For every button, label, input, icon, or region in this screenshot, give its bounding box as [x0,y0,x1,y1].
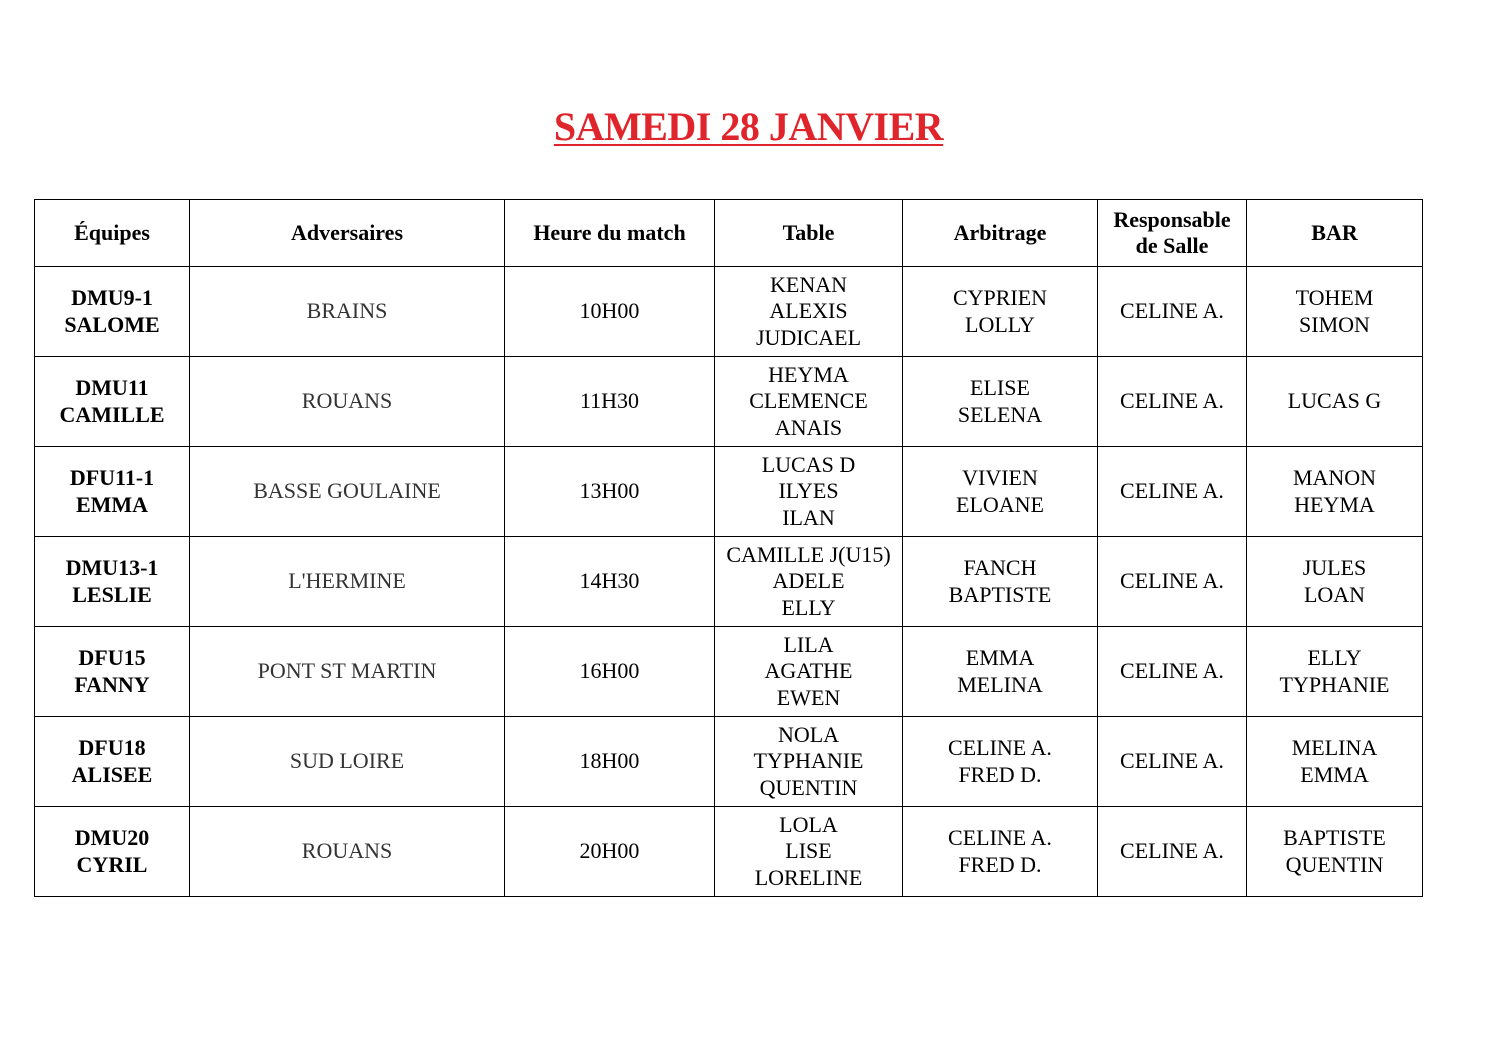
bar-name: JULES [1302,555,1367,580]
referee-cell [903,537,1098,627]
team-cell [35,807,190,897]
referee-name: CYPRIEN [952,285,1048,310]
table-header-row [35,200,1423,267]
referee-cell [903,807,1098,897]
table-staff-name: ANAIS [774,414,843,440]
team-name: DFU15 [78,645,146,670]
match-schedule-table [34,199,1423,897]
table-staff-name: ILAN [782,504,835,530]
referee-name: ELOANE [956,491,1044,517]
header-table: Table [715,200,903,267]
table-row [35,267,1423,357]
team-coach: SALOME [64,311,160,337]
table-staff-cell [715,537,903,627]
bar-name: EMMA [1300,761,1369,787]
team-coach: CYRIL [76,851,148,877]
table-row [35,357,1423,447]
referee-cell [903,717,1098,807]
team-coach: CAMILLE [59,401,165,427]
referee-cell [903,267,1098,357]
referee-name: EMMA [965,645,1035,670]
table-staff-cell [715,627,903,717]
header-equipes: Équipes [35,200,190,267]
table-staff-name: ELLY [781,594,836,620]
time-cell: 13H00 [505,447,715,537]
team-coach: FANNY [74,671,150,697]
team-coach: ALISEE [71,761,153,787]
opponent-cell: BRAINS [190,267,505,357]
table-staff-name: LORELINE [754,864,863,890]
manager-cell: CELINE A. [1098,357,1247,447]
table-row [35,627,1423,717]
referee-name: FRED D. [958,761,1042,787]
time-cell: 18H00 [505,717,715,807]
table-row [35,807,1423,897]
bar-cell [1247,447,1423,537]
header-responsable-line1: Responsable [1113,206,1231,232]
table-row [35,537,1423,627]
table-staff-name: CAMILLE J(U15) [726,541,891,567]
table-staff-name: AGATHE [764,658,853,684]
team-name: DMU13-1 [65,555,159,580]
bar-name: BAPTISTE [1283,825,1386,850]
page-title [0,104,1497,150]
manager-cell: CELINE A. [1098,807,1247,897]
bar-name: ELLY [1307,645,1362,670]
opponent-cell: PONT ST MARTIN [190,627,505,717]
table-staff-name: LOLA [779,811,838,837]
team-coach: EMMA [75,491,149,517]
bar-cell [1247,267,1423,357]
bar-name: MELINA [1291,735,1378,760]
table-staff-name: LILA [783,631,834,657]
opponent-cell: BASSE GOULAINE [190,447,505,537]
referee-name: MELINA [957,671,1043,697]
team-coach: LESLIE [72,581,152,607]
team-name: DFU18 [78,735,146,760]
header-heure: Heure du match [505,200,715,267]
table-staff-name: KENAN [770,271,847,297]
manager-cell: CELINE A. [1098,717,1247,807]
bar-cell [1247,357,1423,447]
table-staff-name: ALEXIS [769,298,848,324]
referee-cell [903,357,1098,447]
team-name: DFU11-1 [69,465,155,490]
time-cell: 11H30 [505,357,715,447]
referee-cell [903,627,1098,717]
bar-name: TOHEM [1295,285,1374,310]
table-staff-cell [715,267,903,357]
table-staff-name: ILYES [778,478,839,504]
table-staff-name: NOLA [777,721,840,747]
referee-name: CELINE A. [948,825,1052,850]
team-cell [35,717,190,807]
bar-cell [1247,537,1423,627]
team-cell [35,357,190,447]
manager-cell: CELINE A. [1098,447,1247,537]
bar-name: HEYMA [1294,491,1375,517]
time-cell: 10H00 [505,267,715,357]
time-cell: 16H00 [505,627,715,717]
team-name: DMU9-1 [71,285,153,310]
page-title-text: SAMEDI 28 JANVIER [553,104,944,149]
table-row [35,447,1423,537]
manager-cell: CELINE A. [1098,627,1247,717]
referee-cell [903,447,1098,537]
header-responsable-line2: de Salle [1135,233,1209,258]
header-arbitrage: Arbitrage [903,200,1098,267]
table-row [35,717,1423,807]
referee-name: BAPTISTE [948,581,1052,607]
table-staff-cell [715,807,903,897]
bar-name: QUENTIN [1285,851,1384,877]
table-staff-name: EWEN [776,684,841,710]
bar-name: TYPHANIE [1279,671,1390,697]
referee-name: LOLLY [965,311,1035,337]
table-staff-name: TYPHANIE [753,748,864,774]
team-cell [35,537,190,627]
opponent-cell: L'HERMINE [190,537,505,627]
team-cell [35,627,190,717]
header-responsable [1098,200,1247,267]
referee-name: FRED D. [958,851,1042,877]
referee-name: FANCH [963,555,1037,580]
opponent-cell: ROUANS [190,807,505,897]
bar-name: SIMON [1299,311,1370,337]
table-staff-name: LUCAS D [761,451,856,477]
manager-cell: CELINE A. [1098,267,1247,357]
table-staff-name: QUENTIN [759,774,858,800]
referee-name: CELINE A. [948,735,1052,760]
header-bar: BAR [1247,200,1423,267]
opponent-cell: ROUANS [190,357,505,447]
referee-name: ELISE [970,375,1030,400]
table-staff-name: ADELE [772,568,845,594]
bar-name: MANON [1292,465,1377,490]
table-staff-cell [715,357,903,447]
team-cell [35,447,190,537]
bar-cell [1247,717,1423,807]
table-staff-cell [715,447,903,537]
referee-name: VIVIEN [962,465,1038,490]
bar-name: LUCAS G [1287,388,1382,414]
bar-cell [1247,807,1423,897]
header-adversaires: Adversaires [190,200,505,267]
manager-cell: CELINE A. [1098,537,1247,627]
bar-name: LOAN [1303,581,1366,607]
team-name: DMU20 [74,825,150,850]
table-staff-cell [715,717,903,807]
team-name: DMU11 [75,375,149,400]
opponent-cell: SUD LOIRE [190,717,505,807]
time-cell: 20H00 [505,807,715,897]
table-staff-name: JUDICAEL [755,324,862,350]
time-cell: 14H30 [505,537,715,627]
table-staff-name: CLEMENCE [749,388,868,414]
bar-cell [1247,627,1423,717]
table-staff-name: LISE [785,838,832,864]
team-cell [35,267,190,357]
referee-name: SELENA [957,401,1043,427]
table-staff-name: HEYMA [768,361,849,387]
